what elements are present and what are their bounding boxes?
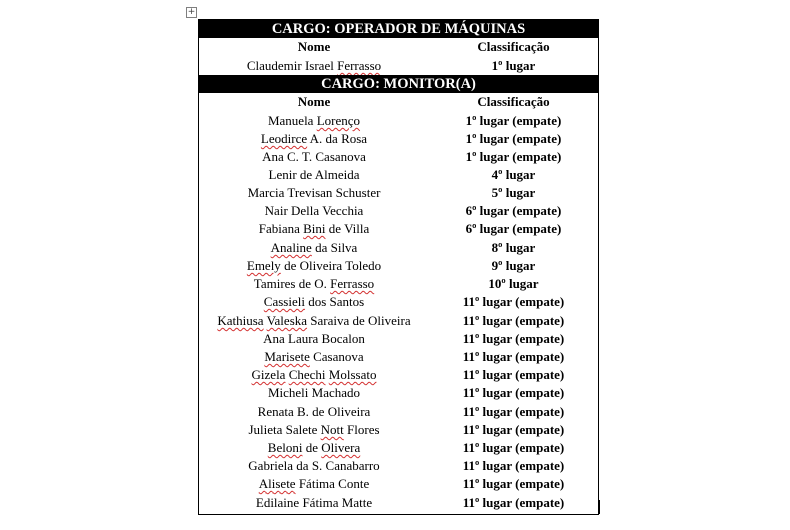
name-part-misspelled: Kathiusa bbox=[217, 313, 264, 328]
candidate-rank: 11º lugar (empate) bbox=[462, 349, 565, 364]
name-part: de bbox=[302, 440, 322, 455]
column-header-classificacao: Classificação bbox=[477, 94, 550, 109]
name-part-misspelled: Olivera bbox=[321, 440, 361, 455]
candidate-rank: 11º lugar (empate) bbox=[462, 313, 565, 328]
name-part: Gabriela da S. Canabarro bbox=[248, 458, 380, 473]
table-row bbox=[199, 366, 598, 384]
candidate-name bbox=[199, 348, 429, 366]
candidate-rank: 11º lugar (empate) bbox=[462, 385, 565, 400]
name-part: Manuela bbox=[267, 113, 317, 128]
text-cursor bbox=[599, 500, 600, 514]
candidate-name bbox=[199, 421, 429, 439]
candidate-rank: 11º lugar (empate) bbox=[462, 422, 565, 437]
table-row bbox=[199, 494, 598, 512]
candidate-rank: 11º lugar (empate) bbox=[462, 331, 565, 346]
candidate-rank: 11º lugar (empate) bbox=[462, 367, 565, 382]
name-part-misspelled: Ferrasso bbox=[337, 58, 382, 73]
candidate-name bbox=[199, 439, 429, 457]
table-row bbox=[199, 57, 598, 75]
name-part-misspelled: Marisete bbox=[264, 349, 310, 364]
table-row bbox=[199, 239, 598, 257]
table-row bbox=[199, 202, 598, 220]
table-row bbox=[199, 457, 598, 475]
name-part-misspelled: Bini bbox=[303, 221, 326, 236]
table-row bbox=[199, 112, 598, 130]
name-part-misspelled: Cassieli bbox=[263, 294, 305, 309]
candidate-name bbox=[199, 403, 429, 421]
candidate-name bbox=[199, 166, 429, 184]
name-part: Nair Della Vecchia bbox=[264, 203, 364, 218]
table-row bbox=[199, 148, 598, 166]
name-part: dos Santos bbox=[304, 294, 365, 309]
candidate-name bbox=[199, 384, 429, 402]
candidate-name bbox=[199, 330, 429, 348]
table-row bbox=[199, 166, 598, 184]
results-table bbox=[198, 19, 599, 515]
name-part-misspelled: Molssato bbox=[328, 367, 377, 382]
table-row bbox=[199, 475, 598, 493]
name-part: Claudemir Israel bbox=[246, 58, 338, 73]
name-part-misspelled: Leodirce bbox=[260, 131, 308, 146]
candidate-rank: 1º lugar (empate) bbox=[465, 113, 562, 128]
name-part: Lenir de Almeida bbox=[268, 167, 360, 182]
table-move-handle[interactable]: + bbox=[187, 7, 196, 17]
name-part: Casanova bbox=[309, 349, 364, 364]
name-part-misspelled: Beloni bbox=[267, 440, 303, 455]
candidate-rank: 1º lugar (empate) bbox=[465, 131, 562, 146]
table-row bbox=[199, 184, 598, 202]
table-row bbox=[199, 330, 598, 348]
candidate-rank: 1º lugar bbox=[491, 58, 536, 73]
candidate-rank: 11º lugar (empate) bbox=[462, 476, 565, 491]
column-header-row bbox=[199, 93, 598, 111]
name-part-misspelled: Nott bbox=[320, 422, 344, 437]
candidate-name bbox=[199, 293, 429, 311]
candidate-name bbox=[199, 366, 429, 384]
name-part-misspelled: Lorenço bbox=[316, 113, 361, 128]
candidate-name bbox=[199, 239, 429, 257]
candidate-rank: 6º lugar (empate) bbox=[465, 221, 562, 236]
name-part: Edilaine Fátima Matte bbox=[255, 495, 373, 510]
name-part: Fabiana bbox=[258, 221, 304, 236]
name-part: de Oliveira Toledo bbox=[280, 258, 382, 273]
table-row bbox=[199, 293, 598, 311]
name-part: Marcia Trevisan Schuster bbox=[247, 185, 381, 200]
candidate-rank: 6º lugar (empate) bbox=[465, 203, 562, 218]
candidate-name bbox=[199, 148, 429, 166]
section-header-monitor: CARGO: MONITOR(A) bbox=[199, 75, 598, 93]
candidate-rank: 11º lugar (empate) bbox=[462, 440, 565, 455]
column-header-classificacao: Classificação bbox=[477, 39, 550, 54]
candidate-rank: 4º lugar bbox=[491, 167, 536, 182]
candidate-name bbox=[199, 130, 429, 148]
name-part: de Villa bbox=[325, 221, 370, 236]
name-part-misspelled: Alisete bbox=[258, 476, 296, 491]
table-row bbox=[199, 220, 598, 238]
table-row bbox=[199, 312, 598, 330]
name-part-misspelled: Valeska bbox=[266, 313, 308, 328]
name-part: da Silva bbox=[311, 240, 358, 255]
column-header-nome: Nome bbox=[297, 94, 331, 109]
candidate-rank: 9º lugar bbox=[491, 258, 536, 273]
candidate-name bbox=[199, 275, 429, 293]
candidate-name bbox=[199, 202, 429, 220]
candidate-name bbox=[199, 457, 429, 475]
name-part: Saraiva de Oliveira bbox=[307, 313, 411, 328]
column-header-row bbox=[199, 38, 598, 56]
table-row bbox=[199, 275, 598, 293]
candidate-rank: 11º lugar (empate) bbox=[462, 294, 565, 309]
name-part: Ana C. T. Casanova bbox=[262, 149, 366, 164]
name-part: Renata B. de Oliveira bbox=[257, 404, 371, 419]
name-part: Fátima Conte bbox=[295, 476, 370, 491]
candidate-name bbox=[199, 112, 429, 130]
candidate-name bbox=[199, 257, 429, 275]
section-header-operador: CARGO: OPERADOR DE MÁQUINAS bbox=[199, 20, 598, 38]
name-part-misspelled: Gizela bbox=[251, 367, 286, 382]
candidate-rank: 1º lugar (empate) bbox=[465, 149, 562, 164]
candidate-name bbox=[199, 475, 429, 493]
name-part-misspelled: Emely bbox=[246, 258, 281, 273]
table-row bbox=[199, 421, 598, 439]
table-row bbox=[199, 257, 598, 275]
name-part-misspelled: Ferrasso bbox=[330, 276, 375, 291]
candidate-rank: 8º lugar bbox=[491, 240, 536, 255]
candidate-name bbox=[199, 494, 429, 512]
table-row bbox=[199, 439, 598, 457]
candidate-rank: 5º lugar bbox=[491, 185, 536, 200]
candidate-rank: 11º lugar (empate) bbox=[462, 404, 565, 419]
candidate-name bbox=[199, 184, 429, 202]
name-part: Micheli Machado bbox=[267, 385, 361, 400]
name-part-misspelled: Chechi bbox=[288, 367, 326, 382]
name-part-misspelled: Analine bbox=[270, 240, 312, 255]
table-row bbox=[199, 130, 598, 148]
candidate-rank: 11º lugar (empate) bbox=[462, 495, 565, 510]
candidate-name bbox=[199, 312, 429, 330]
name-part: Tamires de O. bbox=[253, 276, 331, 291]
name-part: Flores bbox=[343, 422, 380, 437]
name-part: Ana Laura Bocalon bbox=[263, 331, 365, 346]
name-part: Julieta Salete bbox=[248, 422, 321, 437]
table-row bbox=[199, 384, 598, 402]
candidate-name bbox=[199, 220, 429, 238]
table-row bbox=[199, 348, 598, 366]
table-row bbox=[199, 403, 598, 421]
candidate-rank: 11º lugar (empate) bbox=[462, 458, 565, 473]
candidate-name bbox=[199, 57, 429, 75]
candidate-rank: 10º lugar bbox=[488, 276, 539, 291]
name-part: A. da Rosa bbox=[307, 131, 368, 146]
column-header-nome: Nome bbox=[297, 39, 331, 54]
